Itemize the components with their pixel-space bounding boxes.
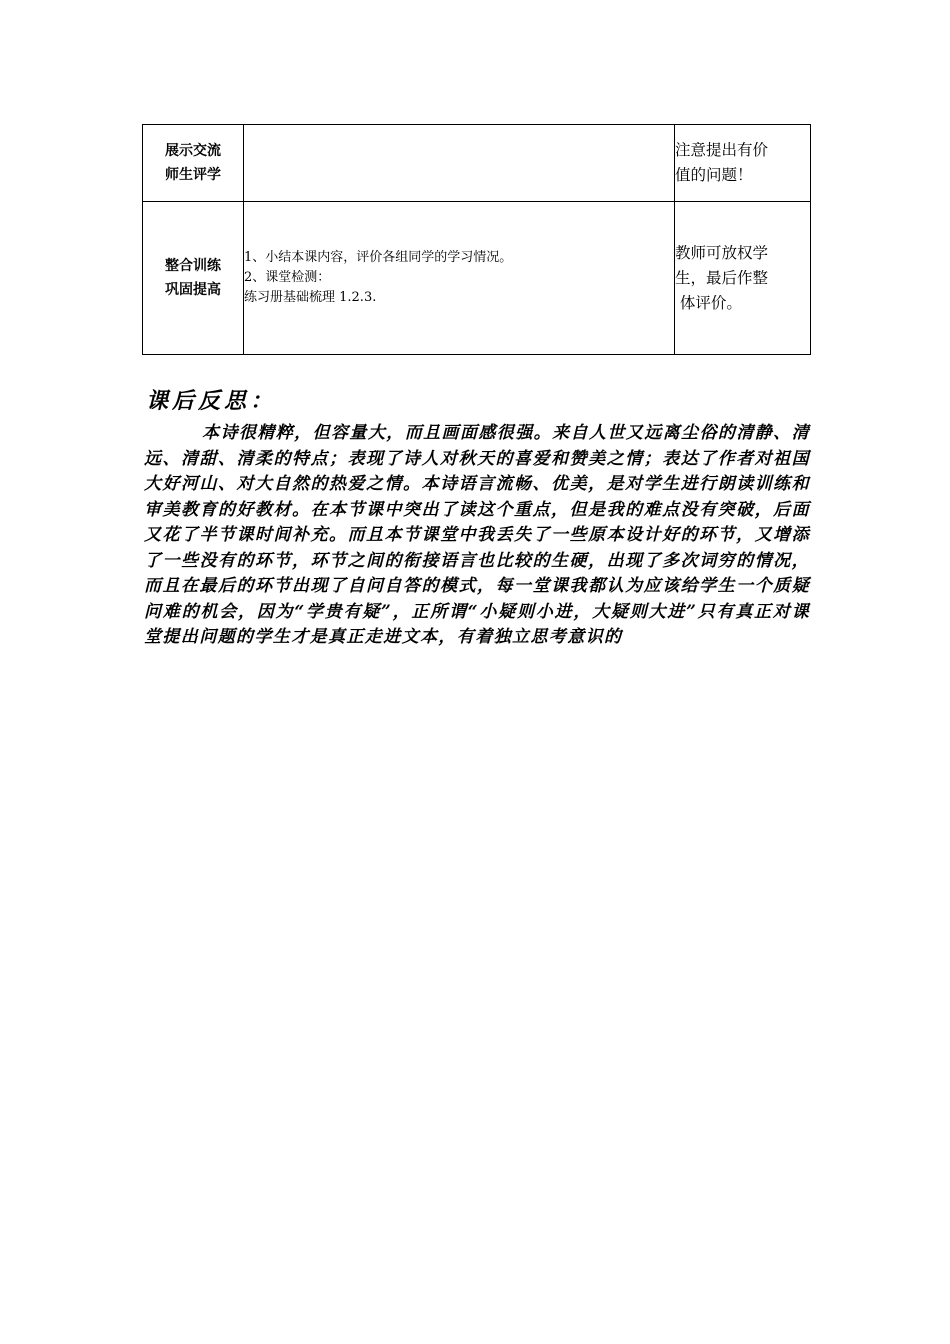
table-row (143, 125, 811, 202)
note-line: 教师可放权学 (675, 243, 769, 262)
stage-label-line: 巩固提高 (165, 282, 221, 298)
content-line: 1、小结本课内容，评价各组同学的学习情况。 (244, 250, 513, 265)
note-line: 体评价。 (675, 293, 742, 312)
reflection-text: 本诗很精粹，但容量大，而且画面感很强。来自人世又远离尘俗的清静、清远、清甜、清柔的特点；表现了诗人对秋天的喜爱和赞美之情；表达了作者对祖国大好河山、对大自然的热爱之情。本诗语言流畅、优美，是对学生进行朗读训练和审美教育的好教材。在本节课中突出了读这个重点，但是我的难点没有突破，后面又花了半节课时间补充。而且本节课堂中我丢失了一些原本设计好的环节，又增添了一些没有的环节，环节之间的衔接语言也比较的生硬，出现了多次词穷的情况，而且在最后的环节出现了自问自答的模式，每一堂课我都认为应该给学生一个质疑问难的机会，因为“学贵有疑”，正所谓“小疑则小进，大疑则大进”只有真正对课堂提出问题的学生才是真正走进文本，有着独立思考意识的 (144, 423, 810, 647)
content-cell (244, 202, 675, 355)
note-cell (675, 202, 811, 355)
content-cell (244, 125, 675, 202)
stage-cell (143, 202, 244, 355)
content-line: 2、课堂检测： (244, 270, 331, 285)
note-line: 值的问题！ (675, 166, 753, 184)
note-line: 生，最后作整 (675, 268, 769, 287)
stage-label-line: 整合训练 (165, 258, 221, 274)
stage-label-line: 师生评学 (165, 167, 221, 183)
note-cell (675, 125, 811, 202)
reflection-body (144, 421, 810, 651)
reflection-title: 课后反思： (146, 388, 277, 414)
lesson-plan-table (142, 124, 811, 355)
table-row (143, 202, 811, 355)
stage-label-line: 展示交流 (165, 143, 221, 159)
stage-cell (143, 125, 244, 202)
note-line: 注意提出有价 (675, 141, 769, 159)
content-line: 练习册基础梳理 1.2.3. (244, 290, 377, 305)
